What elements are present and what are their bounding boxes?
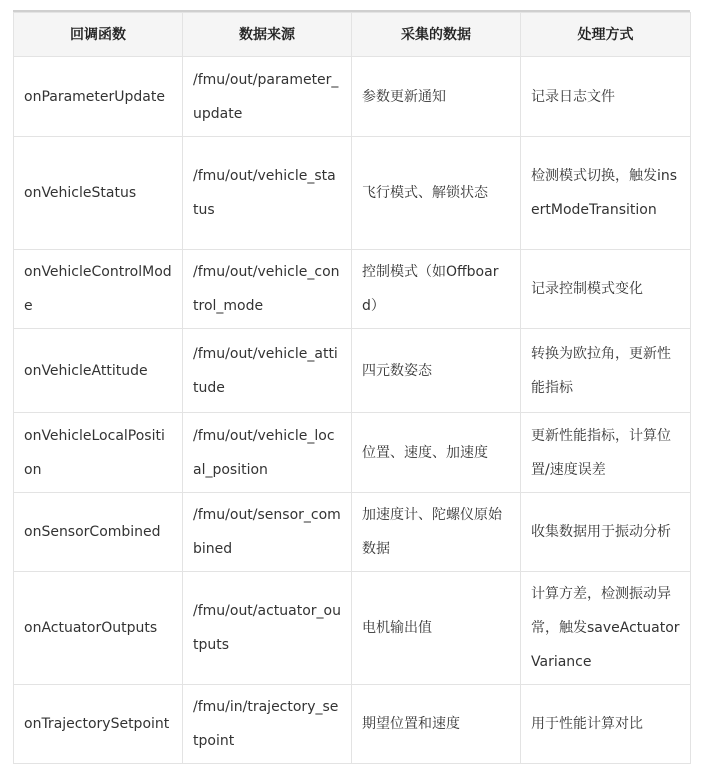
table-header-row [14,13,691,57]
cell-callback: onVehicleLocalPosition [14,413,183,493]
cell-callback: onVehicleStatus [14,137,183,250]
table-row [14,250,691,329]
cell-callback: onVehicleControlMode [14,250,183,329]
cell-callback: onVehicleAttitude [14,329,183,413]
table-row [14,413,691,493]
cell-callback: onActuatorOutputs [14,572,183,685]
cell-data: 参数更新通知 [352,57,521,137]
cell-source: /fmu/in/trajectory_setpoint [183,685,352,764]
header-processing-method: 处理方式 [521,13,691,57]
cell-source: /fmu/out/vehicle_local_position [183,413,352,493]
cell-handling: 计算方差，检测振动异常，触发saveActuatorVariance [521,572,691,685]
cell-data: 控制模式（如Offboard） [352,250,521,329]
cell-data: 电机输出值 [352,572,521,685]
cell-handling: 更新性能指标，计算位置/速度误差 [521,413,691,493]
table-row [14,137,691,250]
cell-source: /fmu/out/actuator_outputs [183,572,352,685]
cell-handling: 用于性能计算对比 [521,685,691,764]
cell-handling: 转换为欧拉角，更新性能指标 [521,329,691,413]
cell-source: /fmu/out/vehicle_control_mode [183,250,352,329]
cell-data: 飞行模式、解锁状态 [352,137,521,250]
header-data-source: 数据来源 [183,13,352,57]
cell-data: 期望位置和速度 [352,685,521,764]
cell-callback: onTrajectorySetpoint [14,685,183,764]
header-callback-function: 回调函数 [14,13,183,57]
cell-handling: 收集数据用于振动分析 [521,493,691,572]
cell-source: /fmu/out/parameter_update [183,57,352,137]
cell-data: 四元数姿态 [352,329,521,413]
table-row [14,329,691,413]
table-row [14,685,691,764]
cell-callback: onParameterUpdate [14,57,183,137]
cell-handling: 记录控制模式变化 [521,250,691,329]
table-row [14,57,691,137]
cell-source: /fmu/out/sensor_combined [183,493,352,572]
callback-table [13,12,691,764]
cell-source: /fmu/out/vehicle_attitude [183,329,352,413]
cell-source: /fmu/out/vehicle_status [183,137,352,250]
cell-data: 位置、速度、加速度 [352,413,521,493]
callback-table-container [13,10,690,764]
cell-handling: 记录日志文件 [521,57,691,137]
cell-callback: onSensorCombined [14,493,183,572]
cell-data: 加速度计、陀螺仪原始数据 [352,493,521,572]
cell-handling: 检测模式切换，触发insertModeTransition [521,137,691,250]
table-row [14,493,691,572]
header-collected-data: 采集的数据 [352,13,521,57]
table-row [14,572,691,685]
